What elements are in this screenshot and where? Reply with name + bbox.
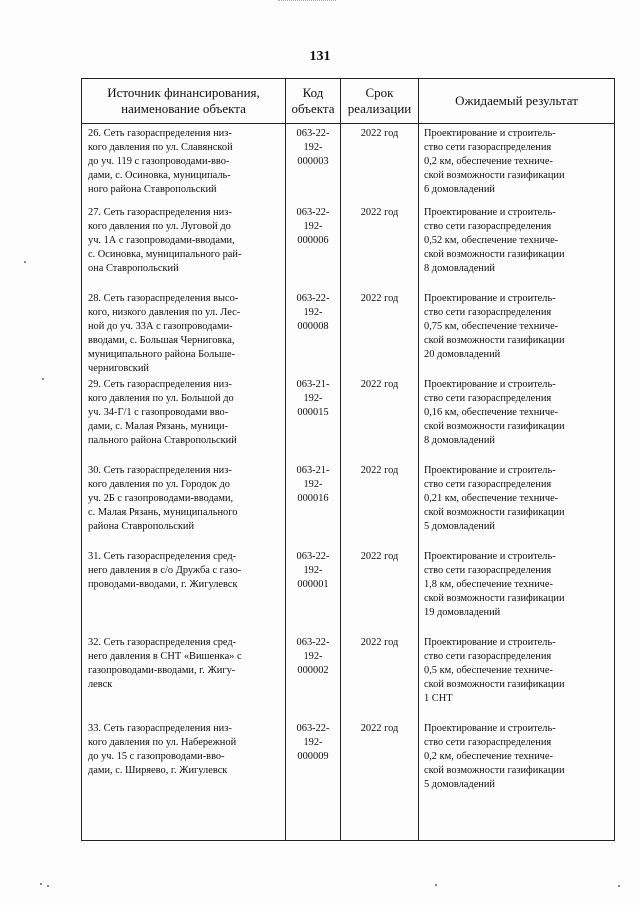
cell-result-line: 0,2 км, обеспечение техниче- [424, 751, 553, 762]
cell-result-line: ство сети газораспределения [424, 651, 552, 662]
cell-result [419, 464, 615, 550]
cell-source-line: 32. Сеть газораспределения сред- [88, 637, 237, 648]
table-row [82, 124, 615, 207]
cell-code-line: 192- [303, 737, 323, 748]
cell-result [419, 124, 615, 207]
cell-result-line: 0,5 км, обеспечение техниче- [424, 665, 553, 676]
cell-source-line: кого, низкого давления по ул. Лес- [88, 307, 241, 318]
cell-source-line: него давления в СНТ «Вишенка» с [88, 651, 242, 662]
cell-result-line: ской возможности газификации [424, 507, 565, 518]
cell-code [286, 206, 341, 292]
cell-result-line: 0,52 км, обеспечение техниче- [424, 235, 559, 246]
cell-source-line: дами, с. Осиновка, муниципаль- [88, 170, 231, 181]
cell-source-line: ного района Ставропольский [88, 184, 217, 195]
cell-result-line: Проектирование и строитель- [424, 723, 556, 734]
speck [40, 883, 42, 885]
table-row [82, 636, 615, 722]
cell-source-line: 29. Сеть газораспределения низ- [88, 379, 232, 390]
cell-code-line: 063-22- [296, 293, 330, 304]
cell-result-line: ство сети газораспределения [424, 307, 552, 318]
scan-artifact [278, 0, 336, 4]
cell-term-text: 2022 год [360, 379, 399, 390]
cell-code-line: 192- [303, 393, 323, 404]
cell-source-line: кого давления по ул. Набережной [88, 737, 237, 748]
cell-result-line: ство сети газораспределения [424, 393, 552, 404]
cell-result-line: 0,16 км, обеспечение техниче- [424, 407, 559, 418]
page-number: 131 [309, 49, 331, 64]
cell-result [419, 292, 615, 378]
cell-result-line: ство сети газораспределения [424, 479, 552, 490]
header-line: наименование объекта [121, 101, 246, 116]
cell-source-line: с. Малая Рязань, муниципального [88, 507, 238, 518]
cell-result-line: 5 домовладений [424, 779, 495, 790]
cell-source-line: проводами-вводами, г. Жигулевск [88, 579, 238, 590]
header-code [286, 79, 341, 124]
cell-source [82, 636, 286, 722]
cell-source [82, 722, 286, 841]
cell-code-line: 063-22- [296, 637, 330, 648]
cell-result-line: 8 домовладений [424, 435, 495, 446]
cell-code-line: 000008 [297, 321, 329, 332]
cell-source-line: кого давления по ул. Большой до [88, 393, 234, 404]
cell-code-line: 063-21- [296, 465, 330, 476]
table-row [82, 206, 615, 292]
cell-source-line: она Ставропольский [88, 263, 179, 274]
cell-source-line: муниципального района Больше- [88, 349, 236, 360]
cell-result-line: Проектирование и строитель- [424, 465, 556, 476]
header-term [341, 79, 419, 124]
cell-result-line: Проектирование и строитель- [424, 551, 556, 562]
cell-result-line: 0,21 км, обеспечение техниче- [424, 493, 559, 504]
cell-source-line: кого давления по ул. Городок до [88, 479, 230, 490]
cell-term [341, 464, 419, 550]
cell-source [82, 550, 286, 636]
speck [435, 884, 437, 886]
cell-code-line: 192- [303, 307, 323, 318]
table-row [82, 378, 615, 464]
cell-code-line: 192- [303, 565, 323, 576]
cell-code-line: 192- [303, 479, 323, 490]
cell-result-line: 5 домовладений [424, 521, 495, 532]
speck [24, 261, 26, 263]
cell-code-line: 063-22- [296, 723, 330, 734]
cell-source [82, 206, 286, 292]
table-row [82, 464, 615, 550]
cell-result [419, 378, 615, 464]
cell-code-line: 000003 [297, 156, 329, 167]
cell-source-line: пального района Ставропольский [88, 435, 237, 446]
cell-code-line: 192- [303, 221, 323, 232]
cell-result-line: ство сети газораспределения [424, 221, 552, 232]
cell-result [419, 636, 615, 722]
cell-source-line: него давления в с/о Дружба с газо- [88, 565, 242, 576]
header-line: объекта [291, 101, 335, 116]
cell-code-line: 000009 [297, 751, 329, 762]
speck [618, 885, 620, 887]
cell-code-line: 063-21- [296, 379, 330, 390]
header-source [82, 79, 286, 124]
cell-code-line: 192- [303, 142, 323, 153]
table-row [82, 550, 615, 636]
cell-code [286, 636, 341, 722]
cell-result-line: 6 домовладений [424, 184, 495, 195]
cell-term-text: 2022 год [360, 551, 399, 562]
cell-code-line: 000015 [297, 407, 329, 418]
cell-result-line: Проектирование и строитель- [424, 293, 556, 304]
cell-result-line: 8 домовладений [424, 263, 495, 274]
cell-term-text: 2022 год [360, 128, 399, 139]
cell-result [419, 722, 615, 841]
cell-source-line: дами, с. Ширяево, г. Жигулевск [88, 765, 228, 776]
header-line: Код [302, 85, 324, 100]
cell-source-line: ной до уч. 33А с газопроводами- [88, 321, 233, 332]
cell-result-line: Проектирование и строитель- [424, 207, 556, 218]
cell-result-line: Проектирование и строитель- [424, 637, 556, 648]
cell-source-line: 28. Сеть газораспределения высо- [88, 293, 239, 304]
cell-code-line: 000006 [297, 235, 329, 246]
cell-term [341, 292, 419, 378]
cell-term-text: 2022 год [360, 637, 399, 648]
cell-code [286, 550, 341, 636]
cell-term [341, 636, 419, 722]
cell-code [286, 722, 341, 841]
cell-source-line: 30. Сеть газораспределения низ- [88, 465, 232, 476]
cell-result [419, 206, 615, 292]
cell-source [82, 124, 286, 207]
speck [42, 378, 44, 380]
cell-result-line: ской возможности газификации [424, 170, 565, 181]
cell-code-line: 192- [303, 651, 323, 662]
cell-source-line: левск [88, 679, 113, 690]
cell-source-line: уч. 1А с газопроводами-вводами, [88, 235, 235, 246]
table-row [82, 292, 615, 378]
cell-result-line: 1 СНТ [424, 693, 453, 704]
cell-result-line: 0,75 км, обеспечение техниче- [424, 321, 559, 332]
cell-source-line: до уч. 15 с газопроводами-вво- [88, 751, 225, 762]
cell-result-line: ской возможности газификации [424, 679, 565, 690]
cell-code-line: 000001 [297, 579, 329, 590]
cell-result-line: 0,2 км, обеспечение техниче- [424, 156, 553, 167]
table-body [82, 124, 615, 841]
cell-result-line: ство сети газораспределения [424, 737, 552, 748]
header-line: Источник финансирования, [107, 85, 260, 100]
cell-source-line: черниговский [88, 363, 149, 374]
cell-result-line: ской возможности газификации [424, 593, 565, 604]
cell-source [82, 378, 286, 464]
cell-source-line: вводами, с. Большая Черниговка, [88, 335, 235, 346]
cell-source-line: района Ставропольский [88, 521, 195, 532]
cell-result-line: ской возможности газификации [424, 765, 565, 776]
cell-result-line: ской возможности газификации [424, 249, 565, 260]
cell-code-line: 000016 [297, 493, 329, 504]
cell-term [341, 206, 419, 292]
cell-result-line: 1,8 км, обеспечение техниче- [424, 579, 553, 590]
cell-result-line: ской возможности газификации [424, 421, 565, 432]
cell-code-line: 063-22- [296, 207, 330, 218]
header-line: Срок [365, 85, 394, 100]
cell-term-text: 2022 год [360, 465, 399, 476]
header-line: реализации [347, 101, 412, 116]
table-header-row [82, 79, 615, 124]
cell-source-line: уч. 34-Г/1 с газопроводами вво- [88, 407, 229, 418]
cell-result-line: ской возможности газификации [424, 335, 565, 346]
cell-code-line: 000002 [297, 665, 329, 676]
cell-source [82, 464, 286, 550]
cell-term [341, 722, 419, 841]
header-result [419, 79, 615, 124]
cell-code-line: 063-22- [296, 128, 330, 139]
cell-source-line: кого давления по ул. Луговой до [88, 221, 231, 232]
cell-term [341, 378, 419, 464]
cell-code [286, 124, 341, 207]
cell-source-line: с. Осиновка, муниципального рай- [88, 249, 242, 260]
cell-source-line: газопроводами-вводами, г. Жигу- [88, 665, 236, 676]
table-row [82, 722, 615, 841]
cell-source-line: до уч. 119 с газопроводами-вво- [88, 156, 230, 167]
speck [47, 885, 49, 887]
cell-result-line: ство сети газораспределения [424, 142, 552, 153]
cell-code [286, 464, 341, 550]
cell-code [286, 292, 341, 378]
cell-source-line: 26. Сеть газораспределения низ- [88, 128, 232, 139]
cell-code [286, 378, 341, 464]
cell-term-text: 2022 год [360, 723, 399, 734]
cell-term-text: 2022 год [360, 207, 399, 218]
cell-term-text: 2022 год [360, 293, 399, 304]
cell-source-line: уч. 2Б с газопроводами-вводами, [88, 493, 234, 504]
cell-term [341, 124, 419, 207]
cell-source-line: 27. Сеть газораспределения низ- [88, 207, 232, 218]
cell-source-line: кого давления по ул. Славянской [88, 142, 233, 153]
cell-source-line: 31. Сеть газораспределения сред- [88, 551, 237, 562]
cell-source [82, 292, 286, 378]
cell-code-line: 063-22- [296, 551, 330, 562]
cell-result-line: 19 домовладений [424, 607, 501, 618]
cell-result-line: Проектирование и строитель- [424, 379, 556, 390]
header-line: Ожидаемый результат [455, 93, 578, 108]
cell-source-line: 33. Сеть газораспределения низ- [88, 723, 232, 734]
funding-table [81, 78, 615, 841]
cell-term [341, 550, 419, 636]
cell-source-line: дами, с. Малая Рязань, муници- [88, 421, 228, 432]
cell-result-line: Проектирование и строитель- [424, 128, 556, 139]
cell-result-line: 20 домовладений [424, 349, 501, 360]
cell-result [419, 550, 615, 636]
cell-result-line: ство сети газораспределения [424, 565, 552, 576]
